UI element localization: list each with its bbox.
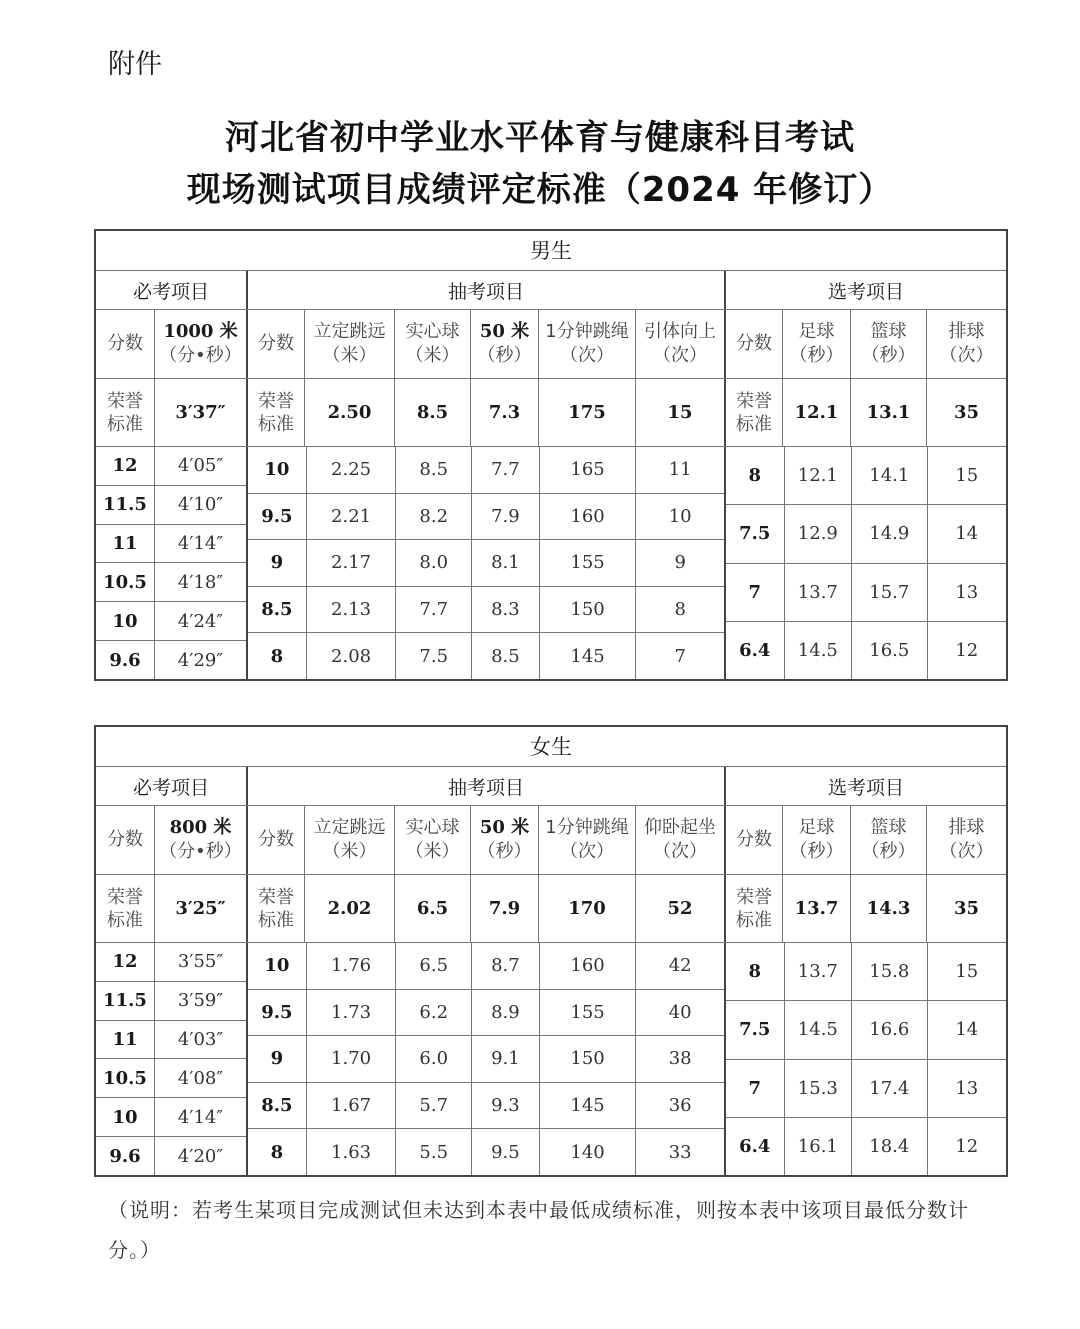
column-header	[724, 310, 782, 378]
score-cell: 12	[112, 455, 138, 477]
column-header-name: 立定跳远	[313, 321, 386, 342]
value-cell: 7.7	[395, 587, 471, 633]
group-header-row	[96, 271, 1006, 309]
column-header-name: 1000 米	[163, 321, 238, 342]
value-cell: 15.3	[784, 1060, 852, 1117]
honor-value: 2.02	[304, 875, 394, 942]
table-female	[94, 725, 1008, 1177]
table-male	[94, 229, 1008, 681]
value-cell: 8	[635, 587, 724, 633]
column-header-name: 排球	[948, 321, 985, 342]
table-row	[726, 621, 1006, 679]
honor-value: 8.5	[394, 379, 470, 446]
value-cell: 5.7	[395, 1083, 471, 1129]
group-random: 抽考项目	[246, 271, 724, 309]
value-cell: 13.7	[784, 564, 852, 621]
value-cell: 13	[927, 1060, 1006, 1117]
score-column-group	[96, 447, 246, 679]
column-header-name: 分数	[258, 333, 294, 354]
value-cell: 16.5	[851, 622, 926, 679]
column-header	[635, 310, 724, 378]
column-header-unit: （次）	[939, 345, 994, 366]
value-cell: 14	[927, 1001, 1006, 1058]
table-row	[96, 601, 246, 640]
value-cell: 2.17	[306, 540, 396, 586]
value-cell: 12	[927, 1118, 1006, 1175]
value-cell: 4′03″	[154, 1021, 246, 1059]
value-cell: 4′18″	[154, 563, 246, 601]
honor-label	[96, 379, 154, 446]
value-cell: 155	[539, 540, 636, 586]
column-header	[926, 310, 1006, 378]
honor-label-line2: 标准	[736, 413, 772, 435]
column-header	[724, 806, 782, 874]
score-cell: 11.5	[103, 494, 147, 516]
value-cell: 12	[927, 622, 1006, 679]
column-header-row	[96, 309, 1006, 378]
score-cell: 9.6	[109, 1145, 141, 1167]
score-cell: 10	[264, 955, 290, 977]
honor-value: 6.5	[394, 875, 470, 942]
table-row	[248, 447, 724, 493]
value-cell: 1.76	[306, 943, 396, 989]
column-header-unit: （分•秒）	[159, 345, 242, 366]
value-cell: 33	[635, 1129, 724, 1175]
score-body	[96, 446, 1006, 679]
value-cell: 14.5	[784, 622, 852, 679]
column-header	[850, 806, 926, 874]
value-cell: 6.0	[395, 1036, 471, 1082]
value-cell: 18.4	[851, 1118, 926, 1175]
table-row	[96, 1136, 246, 1175]
column-header-name: 足球	[798, 321, 835, 342]
table-row	[248, 1035, 724, 1082]
honor-label-line1: 荣誉	[258, 390, 294, 412]
column-header	[470, 806, 538, 874]
value-cell: 16.6	[851, 1001, 926, 1058]
score-cell: 7.5	[739, 1019, 771, 1041]
attachment-label: 附件	[108, 49, 162, 80]
value-cell: 7.9	[471, 494, 539, 540]
value-cell: 9.5	[471, 1129, 539, 1175]
column-header-name: 实心球	[405, 321, 460, 342]
value-cell: 5.5	[395, 1129, 471, 1175]
score-cell: 7	[748, 1077, 762, 1099]
value-cell: 11	[635, 447, 724, 493]
page-title-line1: 河北省初中学业水平体育与健康科目考试	[225, 118, 855, 158]
value-cell: 8.5	[471, 633, 539, 679]
table-row	[726, 563, 1006, 621]
column-header-name: 立定跳远	[313, 817, 386, 838]
score-cell: 7	[748, 581, 762, 603]
table-row	[96, 981, 246, 1020]
score-cell: 11	[112, 1029, 138, 1051]
value-cell: 8.3	[471, 587, 539, 633]
value-cell: 16.1	[784, 1118, 852, 1175]
value-cell: 145	[539, 633, 636, 679]
footnote: （说明：若考生某项目完成测试但未达到本表中最低成绩标准，则按本表中该项目最低分数计分。）	[108, 1198, 969, 1262]
value-cell: 2.25	[306, 447, 396, 493]
value-cell: 8.2	[395, 494, 471, 540]
column-header-unit: （米）	[405, 841, 460, 862]
table-row	[96, 943, 246, 981]
honor-label	[724, 379, 782, 446]
table-row	[726, 943, 1006, 1000]
honor-value: 13.1	[850, 379, 926, 446]
column-header	[782, 806, 850, 874]
table-row	[248, 586, 724, 633]
value-cell: 160	[539, 494, 636, 540]
table-row	[96, 640, 246, 679]
honor-label-line2: 标准	[258, 413, 294, 435]
column-header	[304, 310, 394, 378]
column-header-unit: （次）	[653, 841, 707, 862]
column-header-unit: （米）	[405, 345, 460, 366]
value-cell: 8.0	[395, 540, 471, 586]
score-cell: 8	[270, 1141, 284, 1163]
score-cell: 6.4	[739, 639, 771, 661]
score-cell: 9	[270, 1048, 284, 1070]
score-column-group	[724, 447, 1006, 679]
honor-value: 13.7	[782, 875, 850, 942]
column-header-name: 仰卧起坐	[644, 817, 716, 838]
column-header-name: 分数	[736, 333, 772, 354]
value-cell: 38	[635, 1036, 724, 1082]
column-header	[926, 806, 1006, 874]
column-header-unit: （次）	[560, 345, 614, 366]
value-cell: 13	[927, 564, 1006, 621]
value-cell: 2.13	[306, 587, 396, 633]
table-row	[726, 504, 1006, 562]
value-cell: 9.1	[471, 1036, 539, 1082]
honor-value: 35	[926, 379, 1006, 446]
score-cell: 8.5	[261, 599, 293, 621]
column-header-name: 引体向上	[644, 321, 716, 342]
column-header-unit: （米）	[322, 841, 377, 862]
column-header-name: 实心球	[405, 817, 460, 838]
value-cell: 14	[927, 505, 1006, 562]
table-row	[248, 989, 724, 1036]
column-header	[304, 806, 394, 874]
value-cell: 17.4	[851, 1060, 926, 1117]
value-cell: 140	[539, 1129, 636, 1175]
honor-label-line2: 标准	[736, 909, 772, 931]
score-cell: 11	[112, 533, 138, 555]
table-row	[248, 1082, 724, 1129]
value-cell: 4′14″	[154, 525, 246, 563]
honor-value: 52	[635, 875, 724, 942]
column-header	[96, 310, 154, 378]
honor-value: 7.3	[470, 379, 538, 446]
value-cell: 14.5	[784, 1001, 852, 1058]
column-header	[635, 806, 724, 874]
honor-label	[96, 875, 154, 942]
column-header-unit: （次）	[560, 841, 614, 862]
score-cell: 10	[112, 1106, 138, 1128]
value-cell: 14.1	[851, 447, 926, 504]
gender-title: 男生	[96, 231, 1006, 271]
column-header-row	[96, 805, 1006, 874]
value-cell: 15	[927, 943, 1006, 1000]
column-header-unit: （秒）	[861, 841, 916, 862]
column-header-name: 排球	[948, 817, 985, 838]
table-row	[96, 524, 246, 563]
value-cell: 36	[635, 1083, 724, 1129]
honor-value: 14.3	[850, 875, 926, 942]
honor-label-line1: 荣誉	[107, 390, 143, 412]
column-header-unit: （秒）	[477, 345, 532, 366]
value-cell: 2.08	[306, 633, 396, 679]
column-header-name: 足球	[798, 817, 835, 838]
value-cell: 4′10″	[154, 486, 246, 524]
group-random: 抽考项目	[246, 767, 724, 805]
column-header	[394, 310, 470, 378]
column-header	[470, 310, 538, 378]
honor-label-line1: 荣誉	[258, 886, 294, 908]
column-header-unit: （秒）	[789, 841, 844, 862]
value-cell: 1.70	[306, 1036, 396, 1082]
value-cell: 165	[539, 447, 636, 493]
value-cell: 14.9	[851, 505, 926, 562]
honor-label-line1: 荣誉	[107, 886, 143, 908]
value-cell: 8.5	[395, 447, 471, 493]
column-header-unit: （秒）	[861, 345, 916, 366]
column-header-name: 50 米	[479, 817, 530, 838]
honor-row	[96, 874, 1006, 942]
honor-value: 3′37″	[154, 379, 246, 446]
score-cell: 7.5	[739, 523, 771, 545]
value-cell: 15.8	[851, 943, 926, 1000]
column-header-unit: （米）	[322, 345, 377, 366]
honor-label-line1: 荣誉	[736, 390, 772, 412]
column-header-unit: （秒）	[789, 345, 844, 366]
score-cell: 9.5	[261, 1001, 293, 1023]
column-header-name: 分数	[258, 829, 294, 850]
score-cell: 8	[748, 961, 762, 983]
value-cell: 10	[635, 494, 724, 540]
honor-label	[724, 875, 782, 942]
value-cell: 4′05″	[154, 447, 246, 485]
value-cell: 160	[539, 943, 636, 989]
table-row	[726, 1000, 1006, 1058]
value-cell: 8.7	[471, 943, 539, 989]
value-cell: 6.5	[395, 943, 471, 989]
table-row	[248, 1128, 724, 1175]
column-header-name: 分数	[107, 829, 143, 850]
value-cell: 1.63	[306, 1129, 396, 1175]
honor-label	[246, 875, 304, 942]
column-header-unit: （秒）	[477, 841, 532, 862]
value-cell: 9	[635, 540, 724, 586]
honor-label-line2: 标准	[107, 909, 143, 931]
column-header-name: 800 米	[169, 817, 232, 838]
value-cell: 2.21	[306, 494, 396, 540]
value-cell: 6.2	[395, 990, 471, 1036]
value-cell: 42	[635, 943, 724, 989]
page-title-line2: 现场测试项目成绩评定标准（2024 年修订）	[186, 170, 894, 210]
honor-value: 170	[538, 875, 635, 942]
score-cell: 8.5	[261, 1095, 293, 1117]
column-header	[850, 310, 926, 378]
score-cell: 11.5	[103, 990, 147, 1012]
table-row	[248, 493, 724, 540]
table-row	[248, 632, 724, 679]
column-header	[154, 310, 246, 378]
score-cell: 9.6	[109, 649, 141, 671]
honor-row	[96, 378, 1006, 446]
table-row	[96, 1097, 246, 1136]
table-row	[726, 1059, 1006, 1117]
honor-value: 2.50	[304, 379, 394, 446]
value-cell: 4′08″	[154, 1059, 246, 1097]
honor-value: 175	[538, 379, 635, 446]
column-header-unit: （次）	[653, 345, 707, 366]
group-optional: 选考项目	[724, 767, 1006, 805]
value-cell: 150	[539, 1036, 636, 1082]
column-header	[394, 806, 470, 874]
column-header	[154, 806, 246, 874]
value-cell: 3′55″	[154, 943, 246, 981]
column-header-name: 分数	[107, 333, 143, 354]
honor-value: 7.9	[470, 875, 538, 942]
score-cell: 9.5	[261, 505, 293, 527]
honor-value: 15	[635, 379, 724, 446]
column-header-name: 50 米	[479, 321, 530, 342]
value-cell: 8.9	[471, 990, 539, 1036]
honor-label	[246, 379, 304, 446]
group-optional: 选考项目	[724, 271, 1006, 309]
score-cell: 8	[270, 645, 284, 667]
value-cell: 145	[539, 1083, 636, 1129]
value-cell: 7.7	[471, 447, 539, 493]
value-cell: 150	[539, 587, 636, 633]
group-header-row	[96, 767, 1006, 805]
honor-value: 3′25″	[154, 875, 246, 942]
value-cell: 3′59″	[154, 982, 246, 1020]
column-header-unit: （次）	[939, 841, 994, 862]
score-cell: 12	[112, 951, 138, 973]
value-cell: 12.9	[784, 505, 852, 562]
value-cell: 1.73	[306, 990, 396, 1036]
table-row	[96, 562, 246, 601]
value-cell: 4′24″	[154, 602, 246, 640]
table-row	[96, 1058, 246, 1097]
table-row	[726, 447, 1006, 504]
score-cell: 9	[270, 552, 284, 574]
value-cell: 9.3	[471, 1083, 539, 1129]
column-header-unit: （分•秒）	[159, 841, 242, 862]
value-cell: 40	[635, 990, 724, 1036]
table-row	[96, 1020, 246, 1059]
table-row	[248, 539, 724, 586]
column-header	[246, 310, 304, 378]
score-column-group	[246, 943, 724, 1175]
score-body	[96, 942, 1006, 1175]
value-cell: 1.67	[306, 1083, 396, 1129]
honor-value: 12.1	[782, 379, 850, 446]
score-column-group	[246, 447, 724, 679]
value-cell: 8.1	[471, 540, 539, 586]
honor-label-line1: 荣誉	[736, 886, 772, 908]
value-cell: 4′14″	[154, 1098, 246, 1136]
column-header	[96, 806, 154, 874]
honor-label-line2: 标准	[107, 413, 143, 435]
column-header	[538, 806, 635, 874]
score-cell: 10.5	[103, 571, 147, 593]
value-cell: 12.1	[784, 447, 852, 504]
value-cell: 155	[539, 990, 636, 1036]
score-column-group	[724, 943, 1006, 1175]
column-header-name: 分数	[736, 829, 772, 850]
table-row	[726, 1117, 1006, 1175]
value-cell: 15	[927, 447, 1006, 504]
column-header	[538, 310, 635, 378]
honor-label-line2: 标准	[258, 909, 294, 931]
score-cell: 10	[112, 610, 138, 632]
value-cell: 4′29″	[154, 641, 246, 679]
value-cell: 7.5	[395, 633, 471, 679]
value-cell: 13.7	[784, 943, 852, 1000]
column-header-name: 1分钟跳绳	[545, 321, 629, 342]
group-required: 必考项目	[132, 280, 209, 303]
column-header-name: 1分钟跳绳	[545, 817, 629, 838]
gender-title: 女生	[96, 727, 1006, 767]
table-row	[248, 943, 724, 989]
column-header-name: 篮球	[870, 321, 907, 342]
value-cell: 15.7	[851, 564, 926, 621]
score-cell: 6.4	[739, 1135, 771, 1157]
honor-value: 35	[926, 875, 1006, 942]
column-header-name: 篮球	[870, 817, 907, 838]
score-cell: 8	[748, 465, 762, 487]
score-cell: 10	[264, 459, 290, 481]
group-required: 必考项目	[132, 776, 209, 799]
table-row	[96, 485, 246, 524]
score-cell: 10.5	[103, 1067, 147, 1089]
value-cell: 4′20″	[154, 1137, 246, 1175]
column-header	[782, 310, 850, 378]
column-header	[246, 806, 304, 874]
score-column-group	[96, 943, 246, 1175]
table-row	[96, 447, 246, 485]
value-cell: 7	[635, 633, 724, 679]
